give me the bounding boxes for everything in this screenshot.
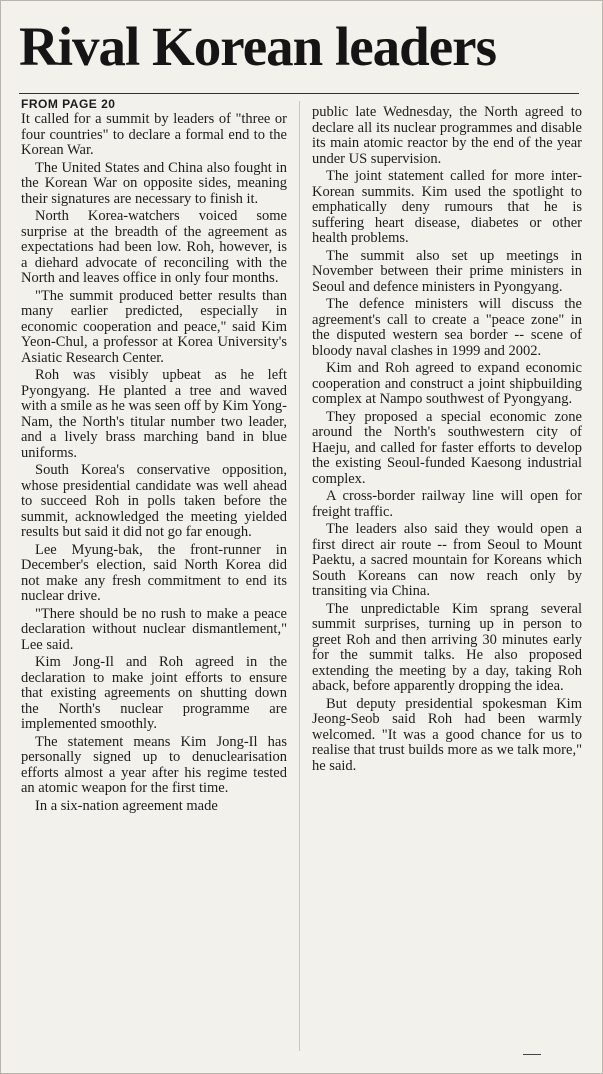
paragraph: North Korea-watchers voiced some surprise at the breadth of the agreement as expectations had been low. Roh, however, is a diehard advocate of reconciling with the North and leaves office in only four months.: [21, 208, 287, 286]
paragraph: But deputy presidential spokesman Kim Jeong-Seob said Roh had been warmly welcomed. "It was a good chance for us to realise that trust builds more as we talk more," he said.: [312, 695, 582, 774]
paragraph: The summit also set up meetings in November between their prime ministers in Seoul and defence ministers in Pyongyang.: [312, 247, 582, 295]
paragraph: South Korea's conservative opposition, whose presidential candidate was well ahead to succeed Roh in polls taken before the summit, acknowledged the meeting yielded results but said it did not go far enough.: [21, 462, 287, 540]
paragraph: It called for a summit by leaders of "three or four countries" to declare a formal end to the Korean War.: [21, 111, 287, 158]
end-mark: [523, 1054, 541, 1055]
paragraph: The defence ministers will discuss the agreement's call to create a "peace zone" in the disputed western sea border -- scene of bloody naval clashes in 1999 and 2002.: [312, 296, 582, 359]
paragraph: In a six-nation agreement made: [35, 797, 218, 814]
headline-rule: [19, 93, 579, 94]
paragraph: The leaders also said they would open a first direct air route -- from Seoul to Mount Paektu, a sacred mountain for Koreans which South Koreans can now reach only by transiting via China.: [312, 521, 582, 599]
headline: Rival Korean leaders: [19, 16, 496, 77]
continuation-kicker: FROM PAGE 20: [21, 97, 116, 111]
paragraph: "There should be no rush to make a peace declaration without nuclear dismantlement," Lee said.: [21, 605, 287, 653]
paragraph: "The summit produced better results than many earlier predicted, especially in economic cooperation and peace," said Kim Yeon-Chul, a professor at Korea University's Asiatic Research Center.: [21, 287, 287, 366]
paragraph: public late Wednesday, the North agreed to declare all its nuclear programmes and disable its main atomic reactor by the end of the year under US supervision.: [312, 104, 582, 167]
paragraph: The unpredictable Kim sprang several summit surprises, turning up in person to greet Roh and then arriving 30 minutes early for the summit talks. He also proposed extending the meeting by a day, taking Roh aback, before apparently dropping the idea.: [312, 600, 582, 694]
paragraph: The joint statement called for more inter-Korean summits. Kim used the spotlight to emphatically deny rumours that he is suffering heart disease, diabetes or other health problems.: [312, 168, 582, 246]
paragraph: A cross-border railway line will open for freight traffic.: [312, 488, 582, 520]
paragraph: The United States and China also fought in the Korean War on opposite sides, meaning their signatures are necessary to finish it.: [21, 159, 287, 207]
left-column: [21, 98, 287, 816]
right-column: [312, 105, 582, 776]
column-divider: [299, 101, 300, 1051]
paragraph: Kim Jong-Il and Roh agreed in the declaration to make joint efforts to ensure that existing agreements on shutting down the North's nuclear programme are implemented smoothly.: [21, 654, 287, 732]
paragraph: The statement means Kim Jong-Il has personally signed up to denuclearisation efforts almost a year after his regime tested an atomic weapon for the first time.: [21, 733, 287, 796]
paragraph: Lee Myung-bak, the front-runner in December's election, said North Korea did not make any fresh commitment to end its nuclear drive.: [21, 541, 287, 604]
paragraph: They proposed a special economic zone around the North's southwestern city of Haeju, and called for faster efforts to develop the existing Seoul-funded Kaesong industrial complex.: [312, 408, 582, 487]
paragraph: Roh was visibly upbeat as he left Pyongyang. He planted a tree and waved with a smile as he was seen off by Kim Yong-Nam, the North's titular number two leader, and a lively brass marching band in blue uniforms.: [21, 367, 287, 461]
paragraph: Kim and Roh agreed to expand economic cooperation and construct a joint shipbuilding complex at Nampo southwest of Pyongyang.: [312, 360, 582, 407]
